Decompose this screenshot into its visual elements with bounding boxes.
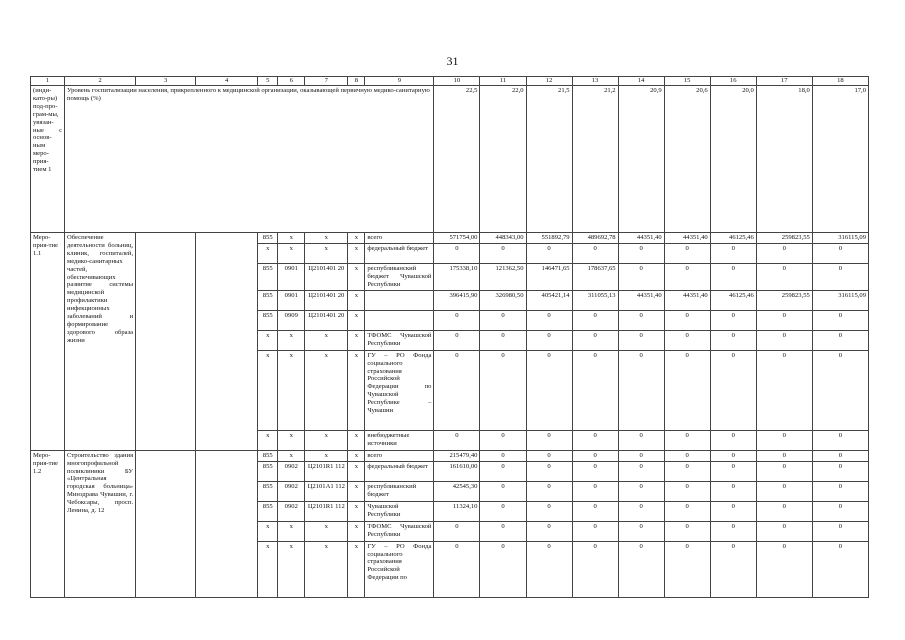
indicator-value: 22,5 <box>434 86 480 233</box>
value-cell: 0 <box>710 264 756 291</box>
value-cell: 0 <box>526 541 572 597</box>
code-cell: 0902 <box>278 501 305 521</box>
value-cell: 215479,40 <box>434 450 480 461</box>
column-number: 16 <box>710 77 756 86</box>
code-cell: х <box>278 541 305 597</box>
value-cell: 0 <box>812 350 868 430</box>
code-cell: х <box>258 330 278 350</box>
value-cell: 0 <box>618 330 664 350</box>
value-cell: 0 <box>812 481 868 501</box>
indicator-value: 21,2 <box>572 86 618 233</box>
value-cell: 571754,00 <box>434 233 480 244</box>
responsible-cell <box>136 233 196 451</box>
code-cell: х <box>305 233 348 244</box>
value-cell: 0 <box>572 521 618 541</box>
value-cell: 0 <box>618 521 664 541</box>
value-cell: 0 <box>710 330 756 350</box>
value-cell: 178637,65 <box>572 264 618 291</box>
value-cell: 0 <box>710 461 756 481</box>
indicator-value: 21,5 <box>526 86 572 233</box>
value-cell: 0 <box>618 264 664 291</box>
value-cell: 0 <box>480 521 526 541</box>
indicator-text: Уровень госпитализации населения, прикрепленного к медицинской организации, оказывающей первичную медико-санитарную помощь (%) <box>65 86 434 233</box>
value-cell: 0 <box>572 461 618 481</box>
value-cell: 0 <box>812 521 868 541</box>
value-cell: 0 <box>664 430 710 450</box>
value-cell: 0 <box>664 461 710 481</box>
value-cell: 0 <box>572 541 618 597</box>
value-cell: 0 <box>664 481 710 501</box>
funding-source: ТФОМС Чувашской Республики <box>365 330 434 350</box>
column-number: 5 <box>258 77 278 86</box>
value-cell: 0 <box>480 244 526 264</box>
funding-source: ТФОМС Чувашской Республики <box>365 521 434 541</box>
code-cell: х <box>348 233 365 244</box>
page-number: 31 <box>446 54 459 68</box>
value-cell: 0 <box>572 481 618 501</box>
value-cell: 0 <box>812 310 868 330</box>
value-cell: 44351,40 <box>618 290 664 310</box>
indicator-value: 17,0 <box>812 86 868 233</box>
funding-source: федеральный бюджет <box>365 461 434 481</box>
value-cell: 0 <box>756 541 812 597</box>
value-cell: 0 <box>480 330 526 350</box>
value-cell: 0 <box>756 310 812 330</box>
value-cell: 0 <box>572 330 618 350</box>
table-row <box>31 233 869 244</box>
value-cell: 0 <box>710 350 756 430</box>
indicator-row <box>31 86 869 233</box>
value-cell: 0 <box>710 521 756 541</box>
code-cell: 0909 <box>278 310 305 330</box>
column-number: 7 <box>305 77 348 86</box>
value-cell: 46125,46 <box>710 233 756 244</box>
value-cell: 0 <box>664 330 710 350</box>
value-cell: 0 <box>756 264 812 291</box>
value-cell: 551892,79 <box>526 233 572 244</box>
value-cell: 0 <box>526 501 572 521</box>
funding-source: республиканский бюджет Чувашской Республики <box>365 264 434 291</box>
value-cell: 0 <box>572 310 618 330</box>
value-cell: 0 <box>526 244 572 264</box>
value-cell: 0 <box>812 430 868 450</box>
column-number: 18 <box>812 77 868 86</box>
value-cell: 0 <box>756 501 812 521</box>
indicator-value: 20,0 <box>710 86 756 233</box>
value-cell: 0 <box>480 541 526 597</box>
value-cell: 0 <box>618 481 664 501</box>
funding-source: ГУ – РО Фонда социального страхования Российской Федерации по Чувашской Республике – Чувашии <box>365 350 434 430</box>
code-cell: Ц2101401 20 <box>305 310 348 330</box>
value-cell: 0 <box>480 430 526 450</box>
column-number: 3 <box>136 77 196 86</box>
value-cell: 146471,65 <box>526 264 572 291</box>
value-cell: 0 <box>756 430 812 450</box>
value-cell: 0 <box>664 264 710 291</box>
value-cell: 396415,90 <box>434 290 480 310</box>
code-cell: х <box>278 330 305 350</box>
code-cell: х <box>258 430 278 450</box>
code-cell: х <box>305 521 348 541</box>
value-cell: 0 <box>618 350 664 430</box>
value-cell: 0 <box>812 461 868 481</box>
value-cell: 0 <box>812 330 868 350</box>
value-cell: 0 <box>812 264 868 291</box>
value-cell: 0 <box>572 244 618 264</box>
indicator-value: 20,6 <box>664 86 710 233</box>
indicator-value: 18,0 <box>756 86 812 233</box>
value-cell: 46125,46 <box>710 290 756 310</box>
value-cell: 0 <box>710 244 756 264</box>
value-cell: 0 <box>710 481 756 501</box>
code-cell: 0902 <box>278 481 305 501</box>
code-cell: х <box>258 350 278 430</box>
code-cell: х <box>348 264 365 291</box>
value-cell: 0 <box>434 430 480 450</box>
value-cell: 448343,00 <box>480 233 526 244</box>
participants-cell <box>196 233 258 451</box>
code-cell: х <box>348 244 365 264</box>
value-cell: 0 <box>756 244 812 264</box>
code-cell: Ц2101R1 112 <box>305 501 348 521</box>
code-cell: х <box>348 430 365 450</box>
value-cell: 0 <box>618 430 664 450</box>
measure-name: Обеспечение деятельности больниц, клиник, госпиталей, медико-санитарных частей, обеспечивающих развитие системы медицинской профилактики инфекционных заболеваний и формирование здорового образа жизни <box>65 233 136 451</box>
value-cell: 0 <box>526 330 572 350</box>
column-number: 13 <box>572 77 618 86</box>
value-cell: 0 <box>434 330 480 350</box>
value-cell: 0 <box>618 244 664 264</box>
value-cell: 0 <box>664 541 710 597</box>
value-cell: 0 <box>526 430 572 450</box>
code-cell: Ц2101401 20 <box>305 264 348 291</box>
value-cell: 0 <box>664 244 710 264</box>
value-cell: 0 <box>434 521 480 541</box>
code-cell: Ц2101401 20 <box>305 290 348 310</box>
column-number-row <box>31 77 869 86</box>
value-cell: 0 <box>710 430 756 450</box>
measure-name: Строительство здания многопрофильной поликлиники БУ «Центральная городская больница» Минздрава Чувашии, г. Чебоксары, просп. Ленина, д. 12 <box>65 450 136 597</box>
funding-source: республиканский бюджет <box>365 481 434 501</box>
measure-label: Меро-прия-тие 1.1 <box>31 233 65 451</box>
value-cell: 326980,50 <box>480 290 526 310</box>
funding-source: ГУ – РО Фонда социального страхования Российской Федерации по <box>365 541 434 597</box>
code-cell: 855 <box>258 450 278 461</box>
value-cell: 259823,55 <box>756 233 812 244</box>
value-cell: 0 <box>526 350 572 430</box>
code-cell: х <box>348 501 365 521</box>
value-cell: 0 <box>618 541 664 597</box>
code-cell: х <box>348 310 365 330</box>
code-cell: 0902 <box>278 461 305 481</box>
value-cell: 0 <box>526 450 572 461</box>
column-number: 6 <box>278 77 305 86</box>
value-cell: 0 <box>756 521 812 541</box>
code-cell: х <box>278 521 305 541</box>
value-cell: 0 <box>710 541 756 597</box>
value-cell: 316115,09 <box>812 290 868 310</box>
code-cell: х <box>348 461 365 481</box>
value-cell: 0 <box>812 541 868 597</box>
funding-source <box>365 290 434 310</box>
value-cell: 0 <box>812 244 868 264</box>
column-number: 15 <box>664 77 710 86</box>
table-row <box>31 450 869 461</box>
value-cell: 0 <box>480 501 526 521</box>
value-cell: 259823,55 <box>756 290 812 310</box>
value-cell: 0 <box>480 310 526 330</box>
value-cell: 0 <box>618 310 664 330</box>
value-cell: 0 <box>710 501 756 521</box>
value-cell: 0 <box>480 461 526 481</box>
code-cell: х <box>258 521 278 541</box>
value-cell: 0 <box>710 450 756 461</box>
value-cell: 0 <box>572 350 618 430</box>
value-cell: 0 <box>756 481 812 501</box>
indicator-value: 20,9 <box>618 86 664 233</box>
code-cell: х <box>258 244 278 264</box>
code-cell: 855 <box>258 481 278 501</box>
funding-source: всего <box>365 450 434 461</box>
code-cell: 0901 <box>278 290 305 310</box>
value-cell: 0 <box>664 310 710 330</box>
value-cell: 405421,14 <box>526 290 572 310</box>
indicator-value: 22,0 <box>480 86 526 233</box>
value-cell: 0 <box>526 310 572 330</box>
value-cell: 0 <box>664 450 710 461</box>
code-cell: 0901 <box>278 264 305 291</box>
value-cell: 44351,40 <box>664 290 710 310</box>
column-number: 14 <box>618 77 664 86</box>
value-cell: 0 <box>756 330 812 350</box>
value-cell: 0 <box>480 450 526 461</box>
code-cell: х <box>348 450 365 461</box>
responsible-cell <box>136 450 196 597</box>
funding-source <box>365 310 434 330</box>
value-cell: 0 <box>572 450 618 461</box>
code-cell: х <box>258 541 278 597</box>
code-cell: 855 <box>258 233 278 244</box>
value-cell: 11324,10 <box>434 501 480 521</box>
value-cell: 0 <box>480 350 526 430</box>
value-cell: 0 <box>618 450 664 461</box>
code-cell: х <box>278 233 305 244</box>
participants-cell <box>196 450 258 597</box>
code-cell: х <box>278 430 305 450</box>
code-cell: х <box>348 541 365 597</box>
value-cell: 0 <box>572 501 618 521</box>
value-cell: 0 <box>618 461 664 481</box>
code-cell: 855 <box>258 290 278 310</box>
code-cell: х <box>305 244 348 264</box>
code-cell: х <box>348 481 365 501</box>
budget-table <box>30 76 869 598</box>
value-cell: 0 <box>756 450 812 461</box>
column-number: 17 <box>756 77 812 86</box>
code-cell: 855 <box>258 501 278 521</box>
value-cell: 0 <box>572 430 618 450</box>
value-cell: 0 <box>756 461 812 481</box>
value-cell: 0 <box>812 450 868 461</box>
funding-source: внебюджетные источники <box>365 430 434 450</box>
column-number: 2 <box>65 77 136 86</box>
funding-source: всего <box>365 233 434 244</box>
value-cell: 161610,00 <box>434 461 480 481</box>
value-cell: 121362,50 <box>480 264 526 291</box>
code-cell: х <box>305 450 348 461</box>
value-cell: 175338,10 <box>434 264 480 291</box>
code-cell: х <box>278 450 305 461</box>
value-cell: 44351,40 <box>618 233 664 244</box>
code-cell: х <box>348 330 365 350</box>
value-cell: 0 <box>664 521 710 541</box>
value-cell: 0 <box>434 310 480 330</box>
value-cell: 0 <box>434 244 480 264</box>
code-cell: 855 <box>258 310 278 330</box>
value-cell: 0 <box>434 350 480 430</box>
value-cell: 0 <box>664 350 710 430</box>
column-number: 11 <box>480 77 526 86</box>
value-cell: 0 <box>756 350 812 430</box>
code-cell: 855 <box>258 461 278 481</box>
code-cell: х <box>348 521 365 541</box>
indicator-label: (инди-като-ры) под-про-грам-мы, увязан-ные с основ-ным меро-прия-тием 1 <box>31 86 65 233</box>
code-cell: х <box>305 541 348 597</box>
code-cell: х <box>348 290 365 310</box>
code-cell: х <box>348 350 365 430</box>
code-cell: 855 <box>258 264 278 291</box>
funding-source: федеральный бюджет <box>365 244 434 264</box>
column-number: 10 <box>434 77 480 86</box>
value-cell: 0 <box>526 481 572 501</box>
column-number: 9 <box>365 77 434 86</box>
column-number: 12 <box>526 77 572 86</box>
value-cell: 0 <box>480 481 526 501</box>
value-cell: 0 <box>526 521 572 541</box>
value-cell: 311055,13 <box>572 290 618 310</box>
value-cell: 0 <box>710 310 756 330</box>
value-cell: 42545,30 <box>434 481 480 501</box>
code-cell: х <box>305 350 348 430</box>
code-cell: х <box>278 350 305 430</box>
value-cell: 0 <box>526 461 572 481</box>
column-number: 8 <box>348 77 365 86</box>
value-cell: 489692,78 <box>572 233 618 244</box>
column-number: 4 <box>196 77 258 86</box>
code-cell: Ц2101R1 112 <box>305 461 348 481</box>
value-cell: 44351,40 <box>664 233 710 244</box>
value-cell: 0 <box>812 501 868 521</box>
code-cell: х <box>305 430 348 450</box>
value-cell: 0 <box>434 541 480 597</box>
code-cell: Ц2101А1 112 <box>305 481 348 501</box>
code-cell: х <box>305 330 348 350</box>
value-cell: 316115,09 <box>812 233 868 244</box>
column-number: 1 <box>31 77 65 86</box>
measure-label: Меро-прия-тие 1.2 <box>31 450 65 597</box>
value-cell: 0 <box>618 501 664 521</box>
value-cell: 0 <box>664 501 710 521</box>
code-cell: х <box>278 244 305 264</box>
funding-source: Чувашской Республики <box>365 501 434 521</box>
